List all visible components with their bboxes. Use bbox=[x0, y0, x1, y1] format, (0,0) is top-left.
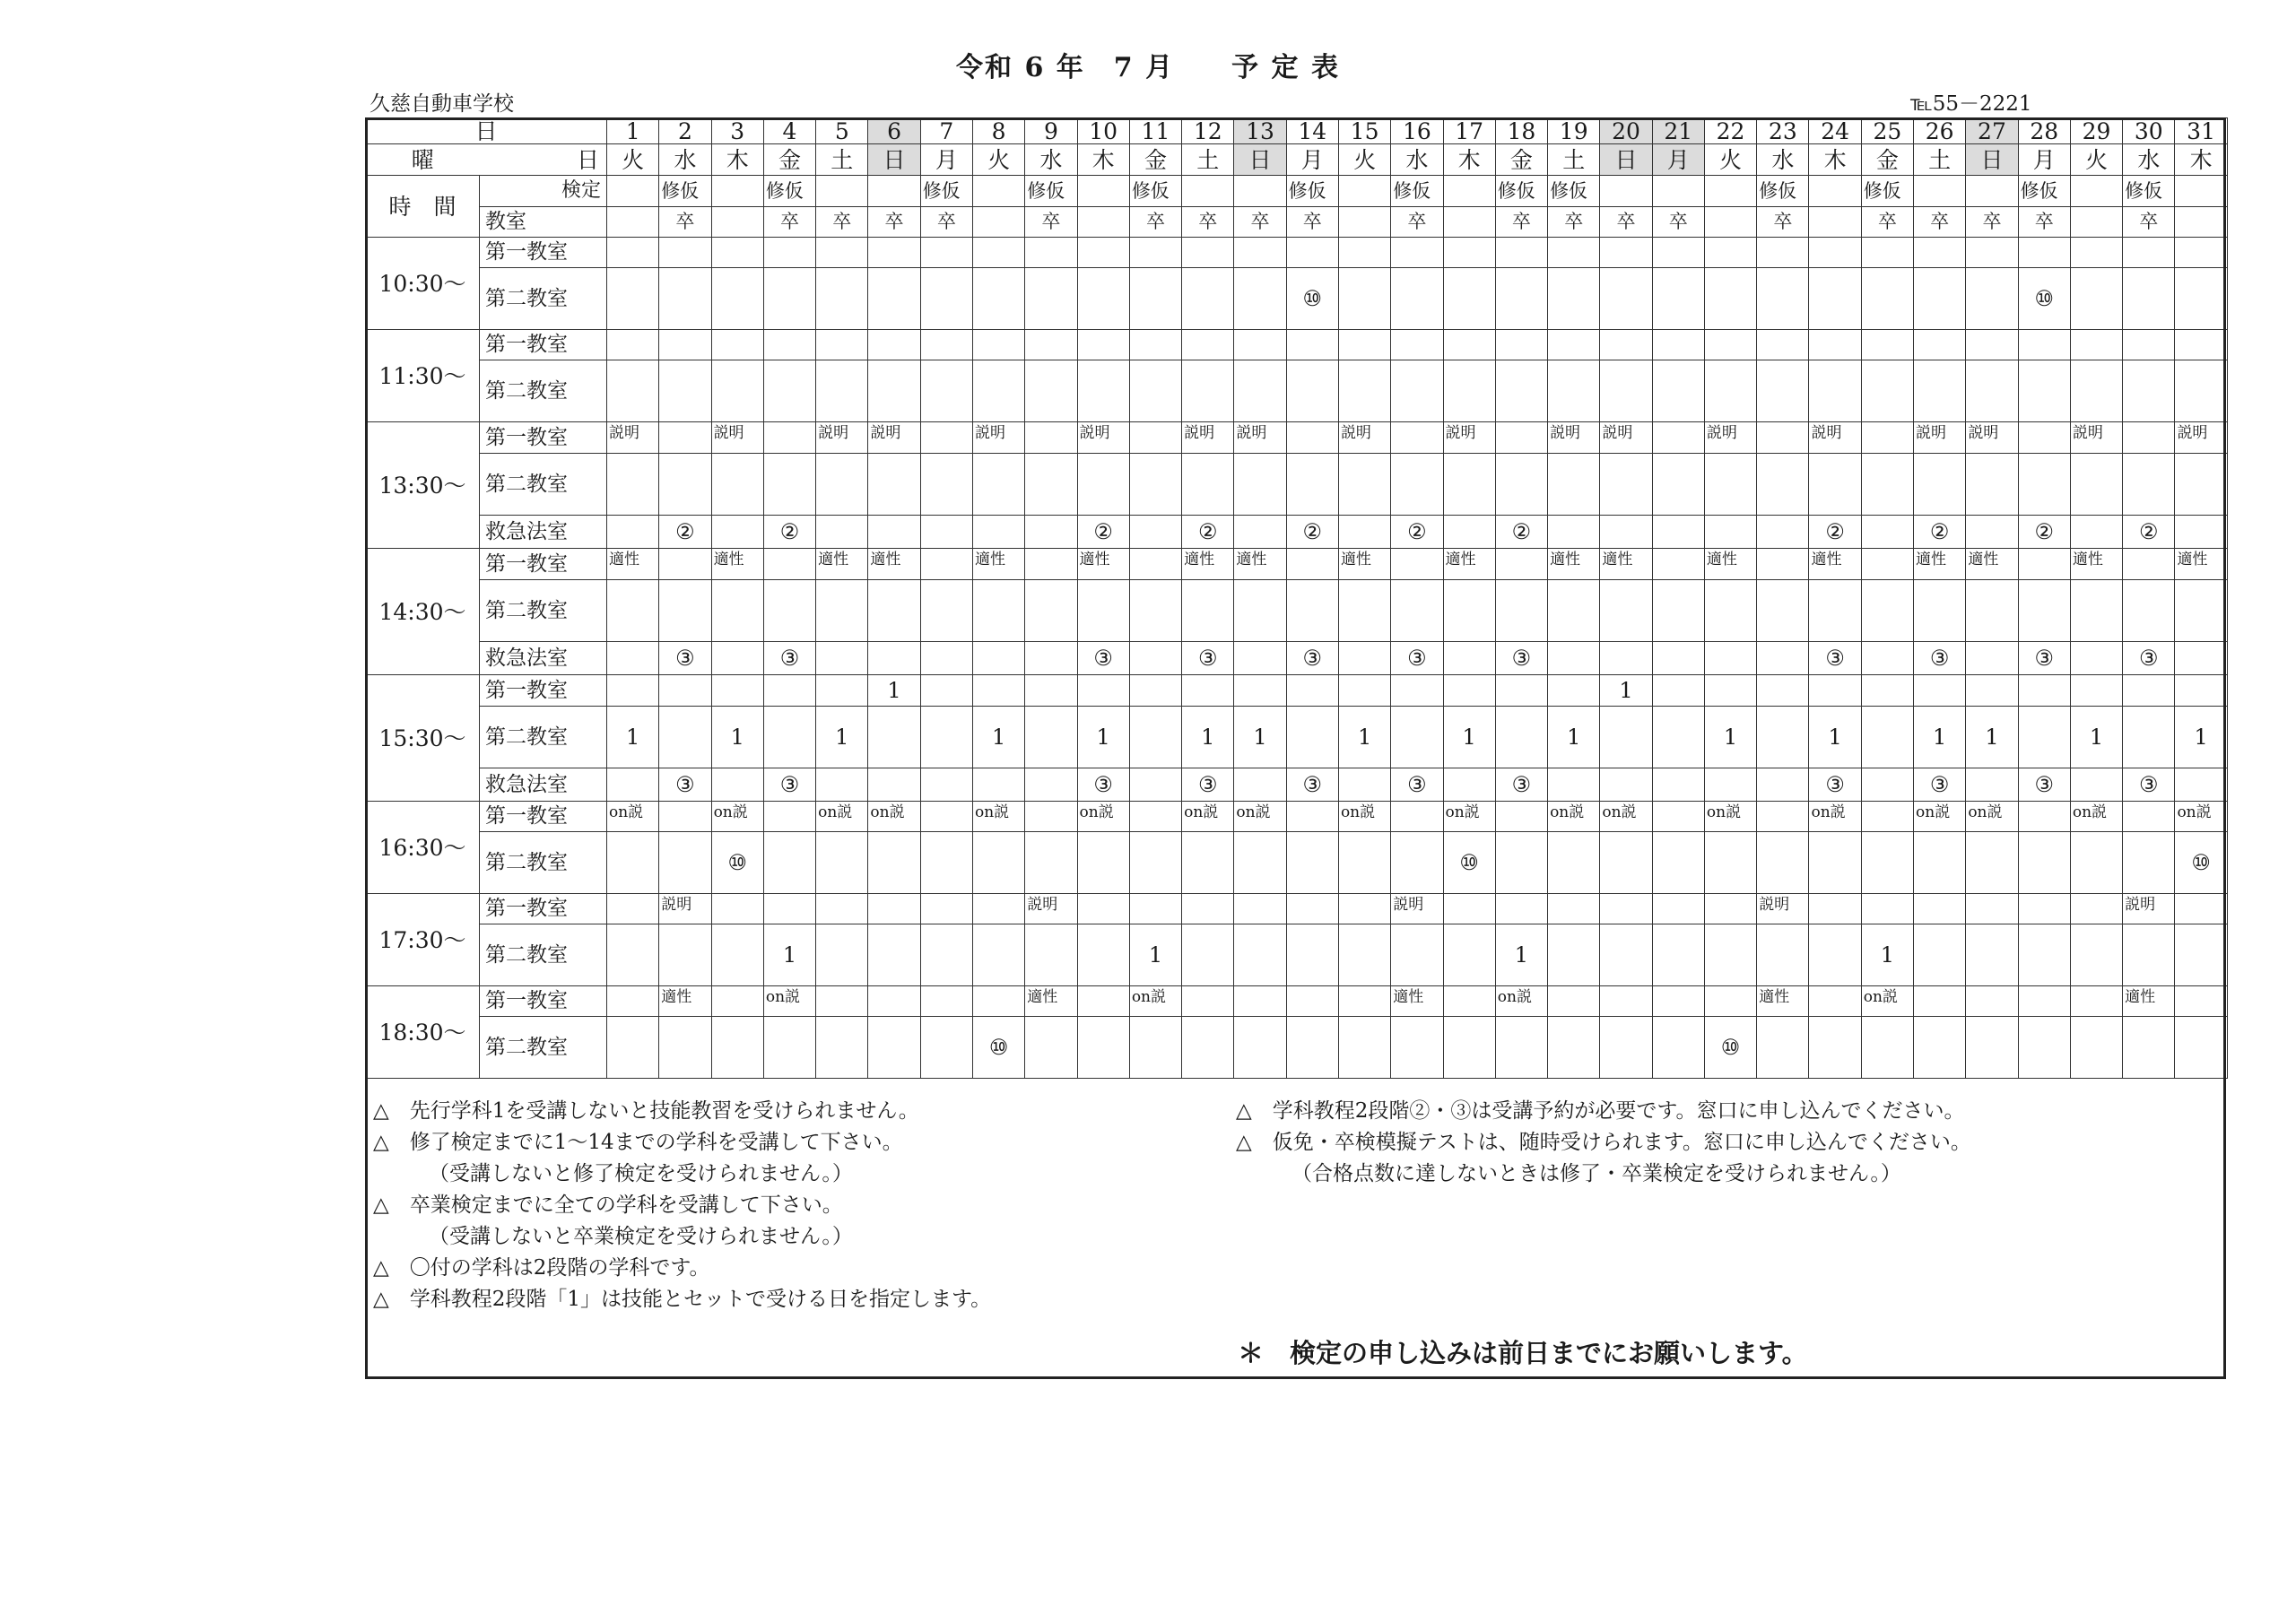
day-number-cell: 17 bbox=[1443, 118, 1495, 144]
note-line: △ 仮免・卒検模擬テストは、随時受けられます。窓口に申し込んでください。 bbox=[1236, 1131, 1971, 1154]
note-line: △ 卒業検定までに全ての学科を受講して下さい。 bbox=[373, 1193, 843, 1217]
schedule-cell: 説明 bbox=[1757, 894, 1809, 924]
schedule-cell: 1 bbox=[1077, 707, 1129, 768]
kyoshitsu-cell: 卒 bbox=[1757, 207, 1809, 238]
schedule-cell: 適性 bbox=[711, 549, 763, 580]
schedule-cell: 1 bbox=[868, 675, 920, 707]
day-number-cell: 3 bbox=[711, 118, 763, 144]
schedule-cell: 適性 bbox=[1704, 549, 1756, 580]
time-slot-label: 16:30～ bbox=[366, 802, 480, 894]
kyoshitsu-cell: 卒 bbox=[1286, 207, 1338, 238]
schedule-cell: 適性 bbox=[816, 549, 868, 580]
schedule-cell: ③ bbox=[1809, 642, 1861, 675]
schedule-cell: 適性 bbox=[1338, 549, 1390, 580]
schedule-cell: 1 bbox=[607, 707, 659, 768]
weekday-cell: 木 bbox=[1077, 144, 1129, 176]
schedule-cell: 説明 bbox=[1704, 422, 1756, 454]
day-number-cell: 31 bbox=[2175, 118, 2227, 144]
room-label: 第一教室 bbox=[480, 422, 607, 454]
schedule-cell: 適性 bbox=[1443, 549, 1495, 580]
day-number-cell: 19 bbox=[1548, 118, 1600, 144]
schedule-cell: ② bbox=[1391, 516, 1443, 549]
day-number-cell: 15 bbox=[1338, 118, 1390, 144]
day-number-cell: 20 bbox=[1600, 118, 1652, 144]
schedule-cell: 説明 bbox=[1338, 422, 1390, 454]
schedule-cell: ② bbox=[1182, 516, 1234, 549]
schedule-cell: on説 bbox=[1077, 802, 1129, 832]
schedule-cell: ② bbox=[2123, 516, 2175, 549]
schedule-cell: ③ bbox=[1495, 768, 1547, 802]
schedule-cell: on説 bbox=[1129, 986, 1181, 1017]
day-number-cell: 22 bbox=[1704, 118, 1756, 144]
weekday-cell: 水 bbox=[1391, 144, 1443, 176]
day-number-cell: 30 bbox=[2123, 118, 2175, 144]
schedule-cell: ⑩ bbox=[2018, 268, 2070, 330]
kentei-cell: 修仮 bbox=[1495, 176, 1547, 207]
schedule-cell: 1 bbox=[1338, 707, 1390, 768]
day-header-label: 日 bbox=[366, 118, 607, 144]
weekday-label-char: 曜 bbox=[411, 146, 434, 173]
weekday-cell: 月 bbox=[1652, 144, 1704, 176]
schedule-cell: on説 bbox=[2175, 802, 2227, 832]
schedule-cell: ③ bbox=[763, 768, 815, 802]
schedule-cell: on説 bbox=[1861, 986, 1913, 1017]
schedule-cell: 1 bbox=[1861, 924, 1913, 986]
kyoshitsu-cell: 卒 bbox=[920, 207, 972, 238]
schedule-cell: 1 bbox=[763, 924, 815, 986]
schedule-cell: 説明 bbox=[659, 894, 711, 924]
weekday-cell: 日 bbox=[1234, 144, 1286, 176]
weekday-label: 日 bbox=[480, 144, 607, 176]
day-number-cell: 18 bbox=[1495, 118, 1547, 144]
day-number-cell: 8 bbox=[972, 118, 1024, 144]
schedule-cell: 説明 bbox=[1809, 422, 1861, 454]
time-slot-label: 17:30～ bbox=[366, 894, 480, 986]
kyoshitsu-cell: 卒 bbox=[868, 207, 920, 238]
day-number-cell: 21 bbox=[1652, 118, 1704, 144]
schedule-cell: ③ bbox=[2018, 642, 2070, 675]
schedule-cell: 適性 bbox=[659, 986, 711, 1017]
schedule-cell: 説明 bbox=[1600, 422, 1652, 454]
schedule-cell: 説明 bbox=[1234, 422, 1286, 454]
schedule-cell: 適性 bbox=[1966, 549, 2018, 580]
day-number-cell: 26 bbox=[1914, 118, 1966, 144]
room-label: 第一教室 bbox=[480, 330, 607, 360]
room-label: 救急法室 bbox=[480, 768, 607, 802]
schedule-cell: ③ bbox=[763, 642, 815, 675]
day-number-cell: 7 bbox=[920, 118, 972, 144]
schedule-cell: 適性 bbox=[1077, 549, 1129, 580]
schedule-cell: 適性 bbox=[1182, 549, 1234, 580]
schedule-cell: on説 bbox=[1966, 802, 2018, 832]
schedule-cell: on説 bbox=[1914, 802, 1966, 832]
time-slot-label: 18:30～ bbox=[366, 986, 480, 1079]
kyoshitsu-cell: 卒 bbox=[1914, 207, 1966, 238]
kyoshitsu-cell: 卒 bbox=[1129, 207, 1181, 238]
schedule-cell: 適性 bbox=[1548, 549, 1600, 580]
kentei-cell: 修仮 bbox=[1548, 176, 1600, 207]
kentei-cell: 修仮 bbox=[1757, 176, 1809, 207]
schedule-cell: 適性 bbox=[1914, 549, 1966, 580]
schedule-cell: 1 bbox=[1182, 707, 1234, 768]
schedule-cell: on説 bbox=[1809, 802, 1861, 832]
schedule-cell: ③ bbox=[1077, 642, 1129, 675]
schedule-cell: ③ bbox=[1914, 768, 1966, 802]
schedule-cell: 1 bbox=[2175, 707, 2227, 768]
phone-number: ℡55－2221 bbox=[1910, 92, 2032, 116]
day-number-cell: 28 bbox=[2018, 118, 2070, 144]
room-label: 第二教室 bbox=[480, 1017, 607, 1079]
schedule-cell: ⑩ bbox=[711, 832, 763, 894]
weekday-cell: 火 bbox=[972, 144, 1024, 176]
schedule-cell: ② bbox=[1077, 516, 1129, 549]
schedule-cell: 1 bbox=[1495, 924, 1547, 986]
schedule-cell: ③ bbox=[1182, 642, 1234, 675]
time-slot-label: 15:30～ bbox=[366, 675, 480, 802]
weekday-cell: 木 bbox=[1443, 144, 1495, 176]
note-line: （受講しないと修了検定を受けられません。） bbox=[429, 1162, 853, 1185]
schedule-cell: ③ bbox=[1391, 768, 1443, 802]
schedule-cell: 1 bbox=[1704, 707, 1756, 768]
schedule-cell: ③ bbox=[1809, 768, 1861, 802]
weekday-cell: 火 bbox=[2070, 144, 2122, 176]
schedule-cell: 1 bbox=[1443, 707, 1495, 768]
time-slot-label: 10:30～ bbox=[366, 238, 480, 330]
schedule-cell: ② bbox=[1495, 516, 1547, 549]
schedule-cell: 適性 bbox=[607, 549, 659, 580]
kentei-cell: 修仮 bbox=[2018, 176, 2070, 207]
day-number-cell: 11 bbox=[1129, 118, 1181, 144]
schedule-cell: 1 bbox=[1548, 707, 1600, 768]
weekday-cell: 金 bbox=[1861, 144, 1913, 176]
weekday-cell: 木 bbox=[711, 144, 763, 176]
notes-left bbox=[373, 1096, 991, 1315]
schedule-cell: 1 bbox=[816, 707, 868, 768]
note-line: （合格点数に達しないときは修了・卒業検定を受けられません。） bbox=[1292, 1162, 1901, 1185]
footnote: ＊ 検定の申し込みは前日までにお願いします。 bbox=[1238, 1338, 1808, 1368]
weekday-cell: 土 bbox=[1548, 144, 1600, 176]
kyoshitsu-cell: 卒 bbox=[1652, 207, 1704, 238]
schedule-cell: 適性 bbox=[1757, 986, 1809, 1017]
weekday-cell: 日 bbox=[868, 144, 920, 176]
schedule-cell: 1 bbox=[1600, 675, 1652, 707]
weekday-cell: 金 bbox=[763, 144, 815, 176]
schedule-cell: 説明 bbox=[2070, 422, 2122, 454]
day-number-cell: 16 bbox=[1391, 118, 1443, 144]
day-number-cell: 27 bbox=[1966, 118, 2018, 144]
kyoshitsu-cell: 卒 bbox=[659, 207, 711, 238]
day-number-cell: 6 bbox=[868, 118, 920, 144]
weekday-cell: 水 bbox=[1757, 144, 1809, 176]
weekday-cell: 土 bbox=[1914, 144, 1966, 176]
schedule-cell: 説明 bbox=[607, 422, 659, 454]
schedule-cell: 適性 bbox=[1234, 549, 1286, 580]
note-line: △ 〇付の学科は2段階の学科です。 bbox=[373, 1256, 710, 1280]
schedule-cell: 説明 bbox=[2123, 894, 2175, 924]
weekday-cell: 金 bbox=[1495, 144, 1547, 176]
kyoshitsu-cell: 卒 bbox=[1025, 207, 1077, 238]
day-number-cell: 14 bbox=[1286, 118, 1338, 144]
schedule-cell: 1 bbox=[1966, 707, 2018, 768]
schedule-cell: ③ bbox=[2123, 768, 2175, 802]
room-label: 第二教室 bbox=[480, 360, 607, 422]
day-number-cell: 29 bbox=[2070, 118, 2122, 144]
room-label: 第二教室 bbox=[480, 707, 607, 768]
weekday-cell: 木 bbox=[2175, 144, 2227, 176]
room-label: 第一教室 bbox=[480, 894, 607, 924]
kentei-cell: 修仮 bbox=[920, 176, 972, 207]
kentei-cell: 修仮 bbox=[1861, 176, 1913, 207]
schedule-cell: ② bbox=[1286, 516, 1338, 549]
schedule-cell: on説 bbox=[972, 802, 1024, 832]
schedule-cell: 説明 bbox=[816, 422, 868, 454]
time-slot-label: 11:30～ bbox=[366, 330, 480, 422]
kyoshitsu-cell: 卒 bbox=[1966, 207, 2018, 238]
school-name: 久慈自動車学校 bbox=[370, 92, 514, 116]
kyoshitsu-cell: 卒 bbox=[2123, 207, 2175, 238]
schedule-cell: on説 bbox=[1704, 802, 1756, 832]
schedule-cell: ② bbox=[2018, 516, 2070, 549]
room-label: 第二教室 bbox=[480, 924, 607, 986]
schedule-cell: on説 bbox=[1182, 802, 1234, 832]
schedule-cell: ② bbox=[1809, 516, 1861, 549]
kyoshitsu-cell: 卒 bbox=[1495, 207, 1547, 238]
day-number-cell: 24 bbox=[1809, 118, 1861, 144]
kentei-label: 検定 bbox=[480, 176, 607, 207]
schedule-cell: 説明 bbox=[711, 422, 763, 454]
schedule-cell: on説 bbox=[1443, 802, 1495, 832]
day-number-cell: 9 bbox=[1025, 118, 1077, 144]
room-label: 第一教室 bbox=[480, 986, 607, 1017]
schedule-cell: ③ bbox=[1391, 642, 1443, 675]
kyoshitsu-cell: 卒 bbox=[1861, 207, 1913, 238]
schedule-cell: 説明 bbox=[868, 422, 920, 454]
schedule-cell: ② bbox=[1914, 516, 1966, 549]
schedule-cell: on説 bbox=[607, 802, 659, 832]
schedule-cell: 適性 bbox=[868, 549, 920, 580]
day-number-cell: 12 bbox=[1182, 118, 1234, 144]
schedule-cell: ⑩ bbox=[1704, 1017, 1756, 1079]
day-number-cell: 13 bbox=[1234, 118, 1286, 144]
weekday-cell: 日 bbox=[1966, 144, 2018, 176]
schedule-cell: on説 bbox=[711, 802, 763, 832]
schedule-cell: ③ bbox=[1286, 768, 1338, 802]
schedule-cell: ⑩ bbox=[1443, 832, 1495, 894]
kentei-cell: 修仮 bbox=[2123, 176, 2175, 207]
schedule-cell: 説明 bbox=[1548, 422, 1600, 454]
time-label: 時 間 bbox=[366, 176, 480, 238]
schedule-cell: on説 bbox=[763, 986, 815, 1017]
schedule-cell: ⑩ bbox=[972, 1017, 1024, 1079]
schedule-cell: ③ bbox=[2123, 642, 2175, 675]
kentei-cell: 修仮 bbox=[763, 176, 815, 207]
schedule-cell: ⑩ bbox=[1286, 268, 1338, 330]
day-number-cell: 1 bbox=[607, 118, 659, 144]
weekday-cell: 水 bbox=[1025, 144, 1077, 176]
kentei-cell: 修仮 bbox=[1025, 176, 1077, 207]
day-number-cell: 4 bbox=[763, 118, 815, 144]
note-line: △ 学科教程2段階「1」は技能とセットで受ける日を指定します。 bbox=[373, 1288, 992, 1311]
day-number-cell: 5 bbox=[816, 118, 868, 144]
time-slot-label: 13:30～ bbox=[366, 422, 480, 549]
schedule-cell: ③ bbox=[1286, 642, 1338, 675]
schedule-cell: ③ bbox=[659, 768, 711, 802]
schedule-cell: 1 bbox=[1129, 924, 1181, 986]
weekday-cell: 木 bbox=[1809, 144, 1861, 176]
schedule-cell: on説 bbox=[1495, 986, 1547, 1017]
weekday-cell: 金 bbox=[1129, 144, 1181, 176]
schedule-cell: 1 bbox=[1809, 707, 1861, 768]
schedule-cell: ② bbox=[659, 516, 711, 549]
room-label: 第二教室 bbox=[480, 454, 607, 516]
kyoshitsu-cell: 卒 bbox=[1548, 207, 1600, 238]
schedule-cell: 適性 bbox=[972, 549, 1024, 580]
kyoshitsu-cell: 卒 bbox=[2018, 207, 2070, 238]
room-label: 第一教室 bbox=[480, 802, 607, 832]
room-label: 第一教室 bbox=[480, 549, 607, 580]
schedule-cell: 説明 bbox=[972, 422, 1024, 454]
kyoshitsu-cell: 卒 bbox=[1391, 207, 1443, 238]
room-label: 第一教室 bbox=[480, 675, 607, 707]
schedule-cell: ③ bbox=[1077, 768, 1129, 802]
schedule-cell: 適性 bbox=[1025, 986, 1077, 1017]
kentei-cell: 修仮 bbox=[659, 176, 711, 207]
weekday-cell: 月 bbox=[2018, 144, 2070, 176]
room-label: 第一教室 bbox=[480, 238, 607, 268]
schedule-cell: ③ bbox=[2018, 768, 2070, 802]
schedule-cell: 1 bbox=[2070, 707, 2122, 768]
schedule-cell: ② bbox=[763, 516, 815, 549]
schedule-cell: ③ bbox=[1914, 642, 1966, 675]
weekday-cell: 火 bbox=[1338, 144, 1390, 176]
schedule-cell: 適性 bbox=[2123, 986, 2175, 1017]
kyoshitsu-cell: 卒 bbox=[763, 207, 815, 238]
schedule-cell: 説明 bbox=[1182, 422, 1234, 454]
schedule-cell: 説明 bbox=[2175, 422, 2227, 454]
kyoshitsu-cell: 卒 bbox=[816, 207, 868, 238]
weekday-cell: 土 bbox=[816, 144, 868, 176]
schedule-cell: 適性 bbox=[2070, 549, 2122, 580]
schedule-cell: ③ bbox=[1495, 642, 1547, 675]
page-title: 令和 6 年 7 月 予 定 表 bbox=[956, 52, 1340, 83]
kyoshitsu-cell: 卒 bbox=[1182, 207, 1234, 238]
schedule-cell: on説 bbox=[1548, 802, 1600, 832]
schedule-cell: 説明 bbox=[1025, 894, 1077, 924]
schedule-cell: ③ bbox=[1182, 768, 1234, 802]
room-label: 第二教室 bbox=[480, 580, 607, 642]
room-label: 第二教室 bbox=[480, 268, 607, 330]
room-label: 救急法室 bbox=[480, 516, 607, 549]
schedule-cell: on説 bbox=[1234, 802, 1286, 832]
schedule-cell: 1 bbox=[711, 707, 763, 768]
kyoshitsu-label: 教室 bbox=[480, 207, 607, 238]
kyoshitsu-cell: 卒 bbox=[1234, 207, 1286, 238]
kentei-cell: 修仮 bbox=[1391, 176, 1443, 207]
schedule-cell: 適性 bbox=[1809, 549, 1861, 580]
schedule-cell: 説明 bbox=[1443, 422, 1495, 454]
schedule-cell: on説 bbox=[2070, 802, 2122, 832]
room-label: 第二教室 bbox=[480, 832, 607, 894]
schedule-cell: 説明 bbox=[1966, 422, 2018, 454]
schedule-cell: on説 bbox=[868, 802, 920, 832]
weekday-cell: 月 bbox=[1286, 144, 1338, 176]
schedule-cell: 適性 bbox=[1391, 986, 1443, 1017]
schedule-cell: ③ bbox=[659, 642, 711, 675]
note-line: （受講しないと卒業検定を受けられません。） bbox=[429, 1225, 853, 1248]
time-slot-label: 14:30～ bbox=[366, 549, 480, 675]
schedule-cell: on説 bbox=[1600, 802, 1652, 832]
schedule-cell: 説明 bbox=[1914, 422, 1966, 454]
schedule-cell: 1 bbox=[972, 707, 1024, 768]
kentei-cell: 修仮 bbox=[1129, 176, 1181, 207]
schedule-cell: 説明 bbox=[1077, 422, 1129, 454]
weekday-cell: 火 bbox=[607, 144, 659, 176]
schedule-cell: on説 bbox=[1338, 802, 1390, 832]
weekday-cell: 月 bbox=[920, 144, 972, 176]
day-number-cell: 10 bbox=[1077, 118, 1129, 144]
schedule-cell: 適性 bbox=[2175, 549, 2227, 580]
kentei-cell: 修仮 bbox=[1286, 176, 1338, 207]
day-number-cell: 23 bbox=[1757, 118, 1809, 144]
schedule-cell: on説 bbox=[816, 802, 868, 832]
day-number-cell: 2 bbox=[659, 118, 711, 144]
schedule-cell: ⑩ bbox=[2175, 832, 2227, 894]
note-line: △ 先行学科1を受講しないと技能教習を受けられません。 bbox=[373, 1099, 919, 1123]
kyoshitsu-cell: 卒 bbox=[1600, 207, 1652, 238]
note-line: △ 修了検定までに1～14までの学科を受講して下さい。 bbox=[373, 1131, 903, 1154]
schedule-cell: 1 bbox=[1234, 707, 1286, 768]
schedule-cell: 説明 bbox=[1391, 894, 1443, 924]
weekday-cell: 火 bbox=[1704, 144, 1756, 176]
weekday-cell: 水 bbox=[2123, 144, 2175, 176]
room-label: 救急法室 bbox=[480, 642, 607, 675]
schedule-cell: 適性 bbox=[1600, 549, 1652, 580]
notes-right bbox=[1236, 1096, 1971, 1190]
weekday-cell: 土 bbox=[1182, 144, 1234, 176]
weekday-cell: 日 bbox=[1600, 144, 1652, 176]
weekday-cell: 水 bbox=[659, 144, 711, 176]
day-number-cell: 25 bbox=[1861, 118, 1913, 144]
note-line: △ 学科教程2段階②・③は受講予約が必要です。窓口に申し込んでください。 bbox=[1236, 1099, 1965, 1123]
schedule-cell: 1 bbox=[1914, 707, 1966, 768]
